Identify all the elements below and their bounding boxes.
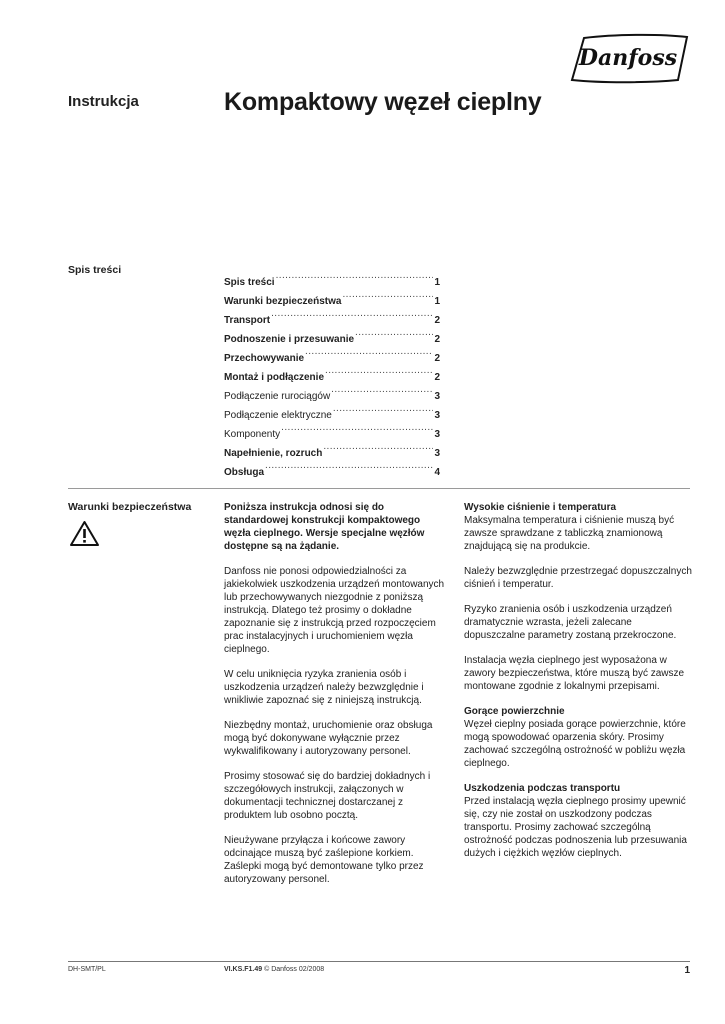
toc-leader-dots xyxy=(355,323,433,342)
toc-item-page: 4 xyxy=(434,467,440,478)
toc-leader-dots xyxy=(333,399,434,418)
section-heading: Gorące powierzchnie xyxy=(464,706,565,717)
section-divider xyxy=(68,488,690,489)
toc-item-title: Podłączenie rurociągów xyxy=(224,391,331,402)
toc-item-title: Podłączenie elektryczne xyxy=(224,410,332,421)
document-type: Instrukcja xyxy=(68,93,139,110)
section-heading: Uszkodzenia podczas transportu xyxy=(464,783,621,794)
toc-item-page: 2 xyxy=(434,334,440,345)
toc-leader-dots xyxy=(331,380,433,399)
toc-item-page: 2 xyxy=(434,315,440,326)
toc-item-page: 1 xyxy=(434,296,440,307)
danfoss-logo xyxy=(566,32,690,84)
table-of-contents xyxy=(224,266,440,478)
safety-paragraph: W celu uniknięcia ryzyka zranienia osób i uszkodzenia urządzeń należy bezwzględnie i wnikliwie zapoznać się z niniejszą instrukcją. xyxy=(224,669,424,706)
safety-paragraph: Nieużywane przyłącza i końcowe zawory odcinające muszą być zaślepione korkiem. Zaślepki mogą być demontowane tylko przez autoryzowany personel. xyxy=(224,835,424,885)
toc-item-title: Obsługa xyxy=(224,467,265,478)
section-heading: Wysokie ciśnienie i temperatura xyxy=(464,502,617,513)
pressure-section xyxy=(464,501,692,693)
page-title: Kompaktowy węzeł cieplny xyxy=(224,88,542,116)
toc-leader-dots xyxy=(281,418,433,437)
toc-item-page: 3 xyxy=(434,429,440,440)
footer-copyright: © Danfoss 02/2008 xyxy=(264,966,325,973)
toc-item[interactable] xyxy=(224,266,440,288)
warning-triangle-icon xyxy=(69,520,100,547)
safety-label: Warunki bezpieczeństwa xyxy=(68,501,192,513)
footer-code-line xyxy=(224,966,324,973)
toc-item-page: 2 xyxy=(434,353,440,364)
transport-damage-section xyxy=(464,782,692,860)
toc-leader-dots xyxy=(342,285,433,304)
toc-item-page: 3 xyxy=(434,391,440,402)
toc-leader-dots xyxy=(276,266,434,285)
toc-item-page: 2 xyxy=(434,372,440,383)
toc-item-title: Montaż i podłączenie xyxy=(224,372,325,383)
footer-divider xyxy=(68,961,690,962)
toc-item-title: Spis treści xyxy=(224,277,275,288)
toc-leader-dots xyxy=(265,456,433,475)
safety-intro: Poniższa instrukcja odnosi się do standardowej konstrukcji kompaktowego węzła cieplnego. Wersje specjalne węzłów dostępne są na żądanie. xyxy=(224,502,425,552)
toc-leader-dots xyxy=(323,437,433,456)
svg-text:Danfoss: Danfoss xyxy=(578,45,678,71)
toc-item-title: Komponenty xyxy=(224,429,281,440)
section-paragraph: Ryzyko zranienia osób i uszkodzenia urządzeń dramatycznie wzrasta, jeżeli zalecane dopuszczalne parametry zostaną przekroczone. xyxy=(464,604,677,641)
section-paragraph: Należy bezwzględnie przestrzegać dopuszczalnych ciśnień i temperatur. xyxy=(464,566,692,590)
safety-paragraph: Prosimy stosować się do bardziej dokładnych i szczegółowych instrukcji, załączonych w dokumentacji technicznej dostarczanej z produktem lub osobno pocztą. xyxy=(224,771,431,821)
safety-column-right xyxy=(464,501,692,872)
toc-item-page: 3 xyxy=(434,410,440,421)
page-number: 1 xyxy=(684,965,690,976)
safety-paragraph: Danfoss nie ponosi odpowiedzialności za jakiekolwiek uszkodzenia urządzeń montowanych lub przechowywanych niezgodnie z poniższą instrukcją. Dlatego też prosimy o dokładne zapoznanie się z instrukcją przed rozpoczęciem prac instalacyjnych i uruchomieniem węzła cieplnego. xyxy=(224,566,445,655)
footer-doc-ref: DH-SMT/PL xyxy=(68,966,106,973)
toc-item-page: 1 xyxy=(434,277,440,288)
toc-item-page: 3 xyxy=(434,448,440,459)
safety-paragraph: Niezbędny montaż, uruchomienie oraz obsługa mogą być dokonywane wyłącznie przez wykwalifikowany i autoryzowany personel. xyxy=(224,720,433,757)
section-paragraph: Instalacja węzła cieplnego jest wyposażona w zawory bezpieczeństwa, które muszą być zawsze montowane zgodnie z lokalnymi przepisami. xyxy=(464,655,685,692)
toc-item-title: Warunki bezpieczeństwa xyxy=(224,296,342,307)
toc-item-title: Transport xyxy=(224,315,271,326)
toc-leader-dots xyxy=(271,304,433,323)
footer-code: VI.KS.F1.49 xyxy=(224,966,263,973)
safety-column-left xyxy=(224,501,446,898)
toc-item-title: Podnoszenie i przesuwanie xyxy=(224,334,355,345)
toc-leader-dots xyxy=(305,342,433,361)
toc-item-title: Przechowywanie xyxy=(224,353,305,364)
section-paragraph: Maksymalna temperatura i ciśnienie muszą być zawsze sprawdzane z tabliczką znamionową znajdującą się na produkcie. xyxy=(464,515,675,552)
section-paragraph: Przed instalacją węzła cieplnego prosimy upewnić się, czy nie został on uszkodzony podczas transportu. Prosimy zachować szczególną ostrożność podczas podnoszenia lub przesuwania dużych i ciężkich węzłów cieplnych. xyxy=(464,796,687,859)
hot-surfaces-section xyxy=(464,705,692,770)
section-paragraph: Węzeł cieplny posiada gorące powierzchnie, które mogą spowodować oparzenia skóry. Prosimy zachować szczególną ostrożność w pobliżu węzła cieplnego. xyxy=(464,719,686,769)
toc-leader-dots xyxy=(325,361,433,380)
toc-item-title: Napełnienie, rozruch xyxy=(224,448,323,459)
toc-label: Spis treści xyxy=(68,264,122,276)
